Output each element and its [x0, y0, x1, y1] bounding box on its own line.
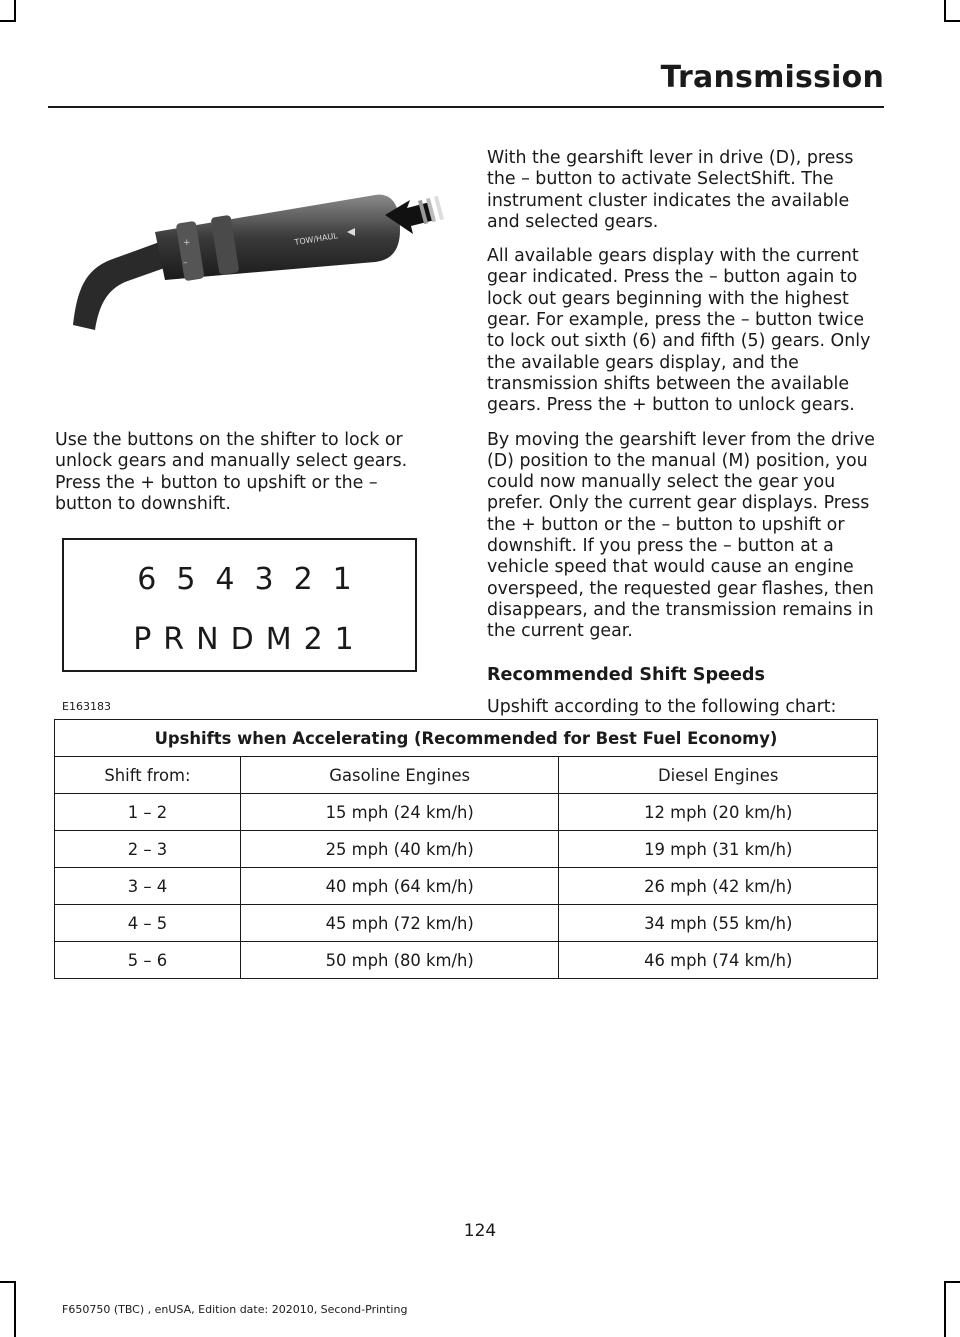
shifter-buttons-paragraph: Use the buttons on the shifter to lock or unlock gears and manually select gears. Press the + button to upshift or the – button to downshift. [55, 430, 408, 514]
header-rule [48, 106, 884, 108]
table-row [55, 905, 878, 942]
section-heading: Recommended Shift Speeds [487, 664, 765, 685]
table-cell: 25 mph (40 km/h) [240, 831, 559, 868]
table-caption: Upshifts when Accelerating (Recommended for Best Fuel Economy) [55, 720, 878, 757]
shift-speed-table [54, 719, 878, 979]
crop-mark [944, 0, 946, 22]
table-row [55, 868, 878, 905]
table-cell: 45 mph (72 km/h) [240, 905, 559, 942]
paragraph-3: By moving the gearshift lever from the drive (D) position to the manual (M) position, you could now manually select the gear you prefer. Only the current gear displays. Press the + button or the – button to upshift or downshift. If you press the – button at a vehicle speed that would cause an engine overspeed, the requested gear flashes, then disappears, and the transmission remains in the current gear. [487, 429, 876, 642]
header-diesel: Diesel Engines [559, 757, 878, 794]
paragraph-2: All available gears display with the current gear indicated. Press the – button again to lock out gears beginning with the highest gear. For example, press the – button twice to lock out sixth (6) and fifth (5) gears. Only the available gears display, and the transmission shifts between the available gears. Press the + button to unlock gears. [487, 246, 871, 416]
gear-numbers: 654321 [137, 562, 372, 597]
right-column-text [487, 148, 882, 731]
table-row [55, 831, 878, 868]
table-cell: 50 mph (80 km/h) [240, 942, 559, 979]
crop-mark [14, 1281, 16, 1337]
svg-text:+: + [183, 238, 191, 248]
paragraph-1: With the gearshift lever in drive (D), press the – button to activate SelectShift. The instrument cluster indicates the available and selected gears. [487, 148, 854, 232]
gearshift-lever-illustration [55, 170, 450, 370]
tow-haul-label: TOW/HAUL [293, 231, 339, 247]
left-column-text [55, 430, 435, 528]
table-row [55, 942, 878, 979]
gear-display-illustration [62, 538, 417, 672]
figure-code: E163183 [62, 700, 111, 713]
table-cell: 46 mph (74 km/h) [559, 942, 878, 979]
header-shift-from: Shift from: [55, 757, 241, 794]
table-row [55, 794, 878, 831]
svg-text:–: – [183, 258, 188, 268]
table-cell: 2 – 3 [55, 831, 241, 868]
prnd-indicator: PRNDM21 [133, 622, 366, 657]
crop-mark [0, 20, 16, 22]
crop-mark [944, 1281, 960, 1283]
paragraph-4: Upshift according to the following chart: [487, 696, 837, 717]
table-cell: 40 mph (64 km/h) [240, 868, 559, 905]
edition-footer: F650750 (TBC) , enUSA, Edition date: 202010, Second-Printing [62, 1303, 408, 1316]
table-header-row [55, 757, 878, 794]
crop-mark [14, 0, 16, 22]
table-cell: 1 – 2 [55, 794, 241, 831]
crop-mark [944, 20, 960, 22]
table-cell: 19 mph (31 km/h) [559, 831, 878, 868]
page-title: Transmission [660, 60, 884, 95]
table-cell: 3 – 4 [55, 868, 241, 905]
crop-mark [0, 1281, 16, 1283]
table-cell: 4 – 5 [55, 905, 241, 942]
table-cell: 12 mph (20 km/h) [559, 794, 878, 831]
table-cell: 34 mph (55 km/h) [559, 905, 878, 942]
table-cell: 15 mph (24 km/h) [240, 794, 559, 831]
page-number: 124 [463, 1221, 497, 1241]
header-gasoline: Gasoline Engines [240, 757, 559, 794]
table-cell: 5 – 6 [55, 942, 241, 979]
table-cell: 26 mph (42 km/h) [559, 868, 878, 905]
crop-mark [944, 1281, 946, 1337]
